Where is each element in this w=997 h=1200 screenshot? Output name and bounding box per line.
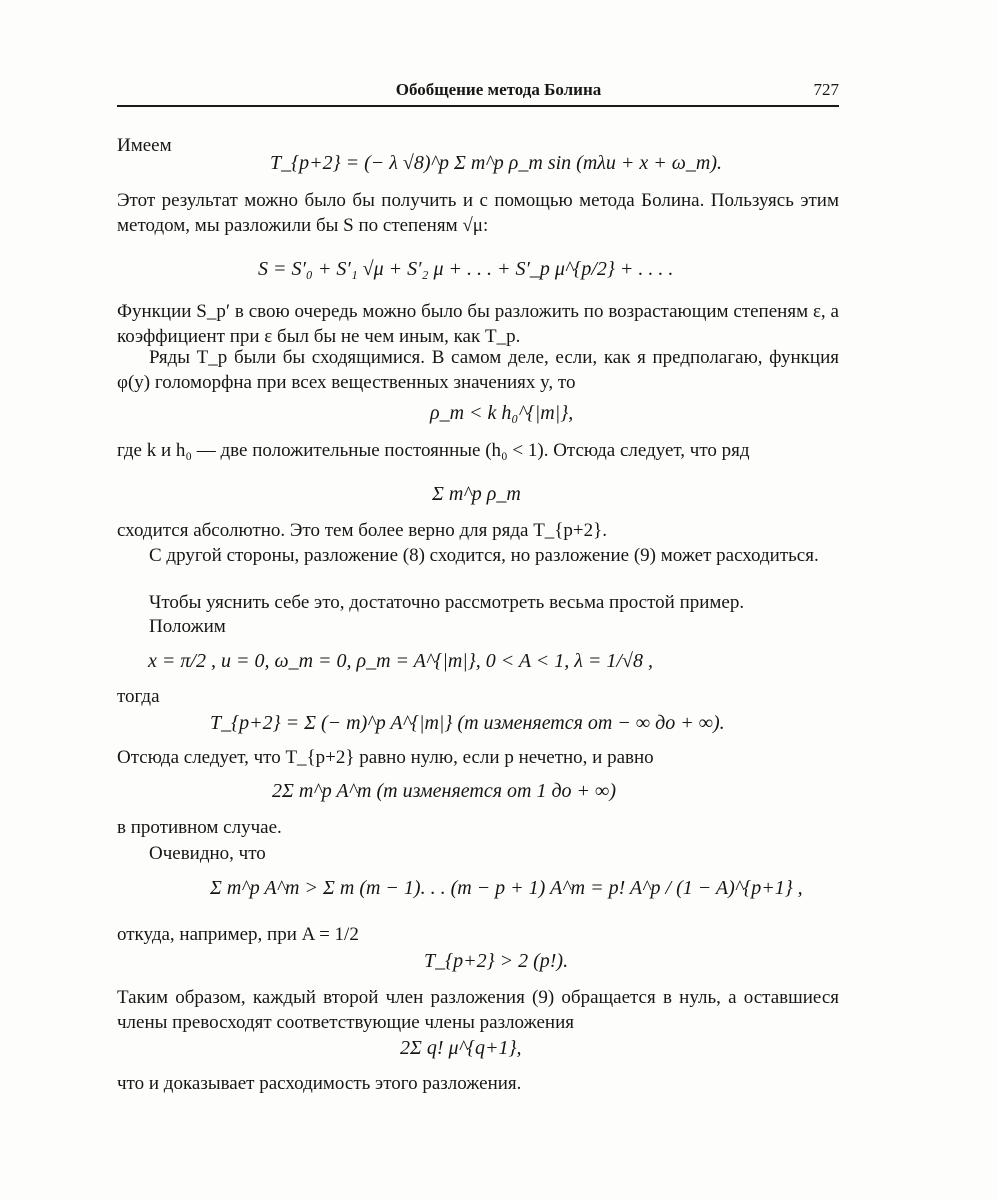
- paragraph-functions-Sp: Функции S_p′ в свою очередь можно было бы разложить по возрастающим степеням ε, а коэффициент при ε был бы не чем иным, как T_p.: [117, 301, 839, 347]
- paragraph-intro: Имеем: [117, 135, 172, 156]
- paragraph-bohlin-method: Этот результат можно было бы получить и с помощью метода Болина. Пользуясь этим методом, мы разложили бы S по степеням √μ:: [117, 190, 839, 236]
- formula-T-p-plus-2: T_{p+2} = (− λ √8)^p Σ m^p ρ_m sin (mλu + x + ω_m).: [270, 152, 723, 174]
- paragraph-otherwise: в противном случае.: [117, 817, 282, 838]
- running-header-title: Обобщение метода Болина: [395, 80, 602, 99]
- paragraph-example: Чтобы уяснить себе это, достаточно рассмотреть весьма простой пример.: [149, 592, 745, 613]
- paragraph-converges: сходится абсолютно. Это тем более верно для ряда T_{p+2}.: [117, 520, 608, 541]
- header-rule: [117, 105, 839, 107]
- paragraph-divergence: что и доказывает расходимость этого разложения.: [117, 1073, 522, 1094]
- paragraph-obviously: Очевидно, что: [149, 843, 266, 864]
- formula-even-case: 2Σ m^p A^m (m изменяется от 1 до + ∞): [272, 780, 616, 802]
- formula-S-expansion: S = S′₀ + S′₁ √μ + S′₂ μ + . . . + S′_p μ^{p/2} + . . . .: [258, 258, 674, 280]
- formula-sum-series: Σ m^p ρ_m: [432, 483, 521, 505]
- paragraph-for-example: откуда, например, при A = 1/2: [117, 924, 359, 945]
- paragraph-conclusion: Таким образом, каждый второй член разложения (9) обращается в нуль, а оставшиеся члены превосходят соответствующие члены разложения: [117, 987, 839, 1033]
- page-number: 727: [813, 80, 839, 99]
- formula-T-factorial: T_{p+2} > 2 (p!).: [424, 950, 569, 972]
- paragraph-then: тогда: [117, 686, 160, 707]
- formula-q-factorial: 2Σ q! μ^{q+1},: [400, 1037, 522, 1059]
- formula-rho-bound: ρ_m < k h₀^{|m|},: [430, 402, 574, 424]
- paragraph-let: Положим: [149, 616, 226, 637]
- paragraph-constants: где k и h₀ — две положительные постоянные (h₀ < 1). Отсюда следует, что ряд: [117, 440, 750, 461]
- paragraph-series-Tp: Ряды T_p были бы сходящимися. В самом деле, если, как я предполагаю, функция φ(y) голоморфна при всех вещественных значениях y, то: [117, 347, 839, 393]
- formula-T-sum: T_{p+2} = Σ (− m)^p A^{|m|} (m изменяется от − ∞ до + ∞).: [210, 712, 725, 734]
- paragraph-zero-odd: Отсюда следует, что T_{p+2} равно нулю, если p нечетно, и равно: [117, 747, 654, 768]
- paragraph-other-side: С другой стороны, разложение (8) сходится, но разложение (9) может расходиться.: [149, 545, 819, 566]
- formula-substitutions: x = π/2 , u = 0, ω_m = 0, ρ_m = A^{|m|}, 0 < A < 1, λ = 1/√8 ,: [148, 650, 653, 672]
- formula-inequality: Σ m^p A^m > Σ m (m − 1). . . (m − p + 1) A^m = p! A^p / (1 − A)^{p+1} ,: [210, 877, 803, 899]
